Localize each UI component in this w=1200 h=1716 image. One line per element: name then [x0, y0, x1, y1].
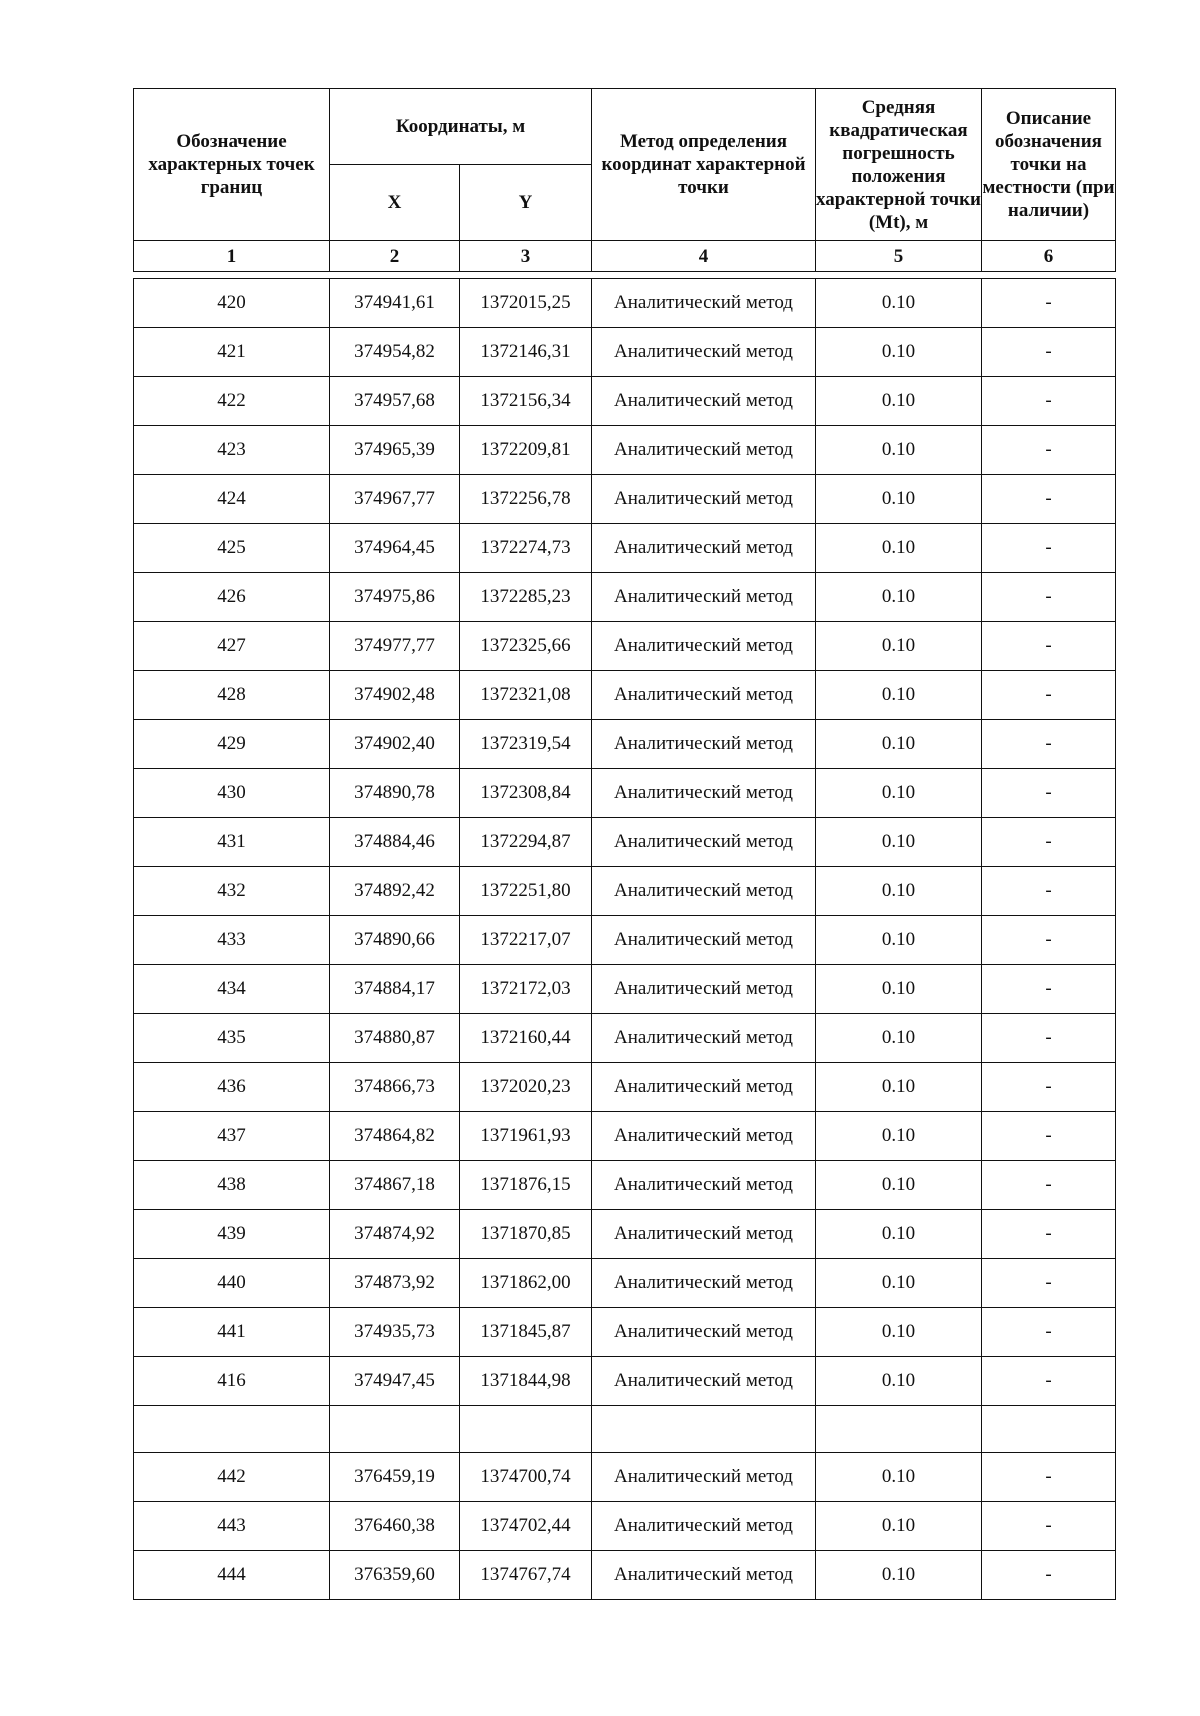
method-cell: Аналитический метод [592, 475, 816, 524]
table-row [134, 426, 1116, 475]
table-row [134, 916, 1116, 965]
point-cell: 439 [134, 1210, 330, 1259]
point-cell: 421 [134, 328, 330, 377]
point-cell: 427 [134, 622, 330, 671]
description-cell: - [982, 279, 1116, 328]
description-cell: - [982, 1551, 1116, 1600]
mt-cell: 0.10 [816, 671, 982, 720]
point-cell: 424 [134, 475, 330, 524]
x-cell [330, 1406, 460, 1453]
table-row [134, 1502, 1116, 1551]
x-cell: 374965,39 [330, 426, 460, 475]
x-cell: 374935,73 [330, 1308, 460, 1357]
point-cell: 434 [134, 965, 330, 1014]
header-coordinates: Координаты, м [330, 89, 592, 165]
table-row [134, 1161, 1116, 1210]
description-cell: - [982, 622, 1116, 671]
description-cell: - [982, 1161, 1116, 1210]
x-cell: 374880,87 [330, 1014, 460, 1063]
table-row [134, 377, 1116, 426]
point-cell: 426 [134, 573, 330, 622]
method-cell: Аналитический метод [592, 328, 816, 377]
point-cell: 430 [134, 769, 330, 818]
description-cell: - [982, 1112, 1116, 1161]
mt-cell: 0.10 [816, 1308, 982, 1357]
method-cell: Аналитический метод [592, 965, 816, 1014]
description-cell: - [982, 916, 1116, 965]
column-number: 6 [982, 241, 1116, 272]
point-cell: 428 [134, 671, 330, 720]
mt-cell: 0.10 [816, 1453, 982, 1502]
x-cell: 374874,92 [330, 1210, 460, 1259]
y-cell: 1372015,25 [460, 279, 592, 328]
x-cell: 374967,77 [330, 475, 460, 524]
mt-cell: 0.10 [816, 1161, 982, 1210]
mt-cell: 0.10 [816, 769, 982, 818]
y-cell: 1372285,23 [460, 573, 592, 622]
table-header [134, 89, 1116, 279]
description-cell: - [982, 671, 1116, 720]
method-cell: Аналитический метод [592, 818, 816, 867]
table-row [134, 818, 1116, 867]
header-y: Y [460, 165, 592, 241]
header-gap [134, 272, 1116, 279]
mt-cell: 0.10 [816, 867, 982, 916]
y-cell: 1372160,44 [460, 1014, 592, 1063]
point-cell: 442 [134, 1453, 330, 1502]
point-cell: 444 [134, 1551, 330, 1600]
y-cell: 1371961,93 [460, 1112, 592, 1161]
mt-cell: 0.10 [816, 1551, 982, 1600]
mt-cell: 0.10 [816, 720, 982, 769]
description-cell: - [982, 1453, 1116, 1502]
y-cell: 1372256,78 [460, 475, 592, 524]
table-row [134, 1308, 1116, 1357]
method-cell: Аналитический метод [592, 1112, 816, 1161]
method-cell: Аналитический метод [592, 1014, 816, 1063]
point-cell: 440 [134, 1259, 330, 1308]
table-row [134, 1406, 1116, 1453]
table-row [134, 1112, 1116, 1161]
point-cell [134, 1406, 330, 1453]
y-cell: 1374767,74 [460, 1551, 592, 1600]
header-method: Метод определения координат характерной точки [592, 89, 816, 241]
table-row [134, 1063, 1116, 1112]
y-cell [460, 1406, 592, 1453]
x-cell: 374975,86 [330, 573, 460, 622]
point-cell: 437 [134, 1112, 330, 1161]
y-cell: 1372020,23 [460, 1063, 592, 1112]
point-cell: 443 [134, 1502, 330, 1551]
x-cell: 374941,61 [330, 279, 460, 328]
x-cell: 374873,92 [330, 1259, 460, 1308]
description-cell: - [982, 328, 1116, 377]
y-cell: 1372274,73 [460, 524, 592, 573]
column-number: 2 [330, 241, 460, 272]
header-point-designation: Обозначение характерных точек границ [134, 89, 330, 241]
description-cell: - [982, 867, 1116, 916]
table-row [134, 1259, 1116, 1308]
description-cell: - [982, 1063, 1116, 1112]
description-cell: - [982, 769, 1116, 818]
x-cell: 374977,77 [330, 622, 460, 671]
y-cell: 1371876,15 [460, 1161, 592, 1210]
method-cell: Аналитический метод [592, 524, 816, 573]
x-cell: 374890,78 [330, 769, 460, 818]
method-cell: Аналитический метод [592, 720, 816, 769]
description-cell: - [982, 818, 1116, 867]
table-row [134, 1453, 1116, 1502]
y-cell: 1372251,80 [460, 867, 592, 916]
table-row [134, 1210, 1116, 1259]
mt-cell: 0.10 [816, 818, 982, 867]
header-error: Средняя квадратическая погрешность положения характерной точки (Mt), м [816, 89, 982, 241]
point-cell: 423 [134, 426, 330, 475]
mt-cell: 0.10 [816, 1357, 982, 1406]
point-cell: 441 [134, 1308, 330, 1357]
description-cell: - [982, 720, 1116, 769]
mt-cell: 0.10 [816, 475, 982, 524]
method-cell: Аналитический метод [592, 1259, 816, 1308]
method-cell: Аналитический метод [592, 1453, 816, 1502]
table-row [134, 328, 1116, 377]
y-cell: 1372319,54 [460, 720, 592, 769]
header-description: Описание обозначения точки на местности (при наличии) [982, 89, 1116, 241]
column-numbers-row [134, 241, 1116, 272]
point-cell: 436 [134, 1063, 330, 1112]
table-row [134, 671, 1116, 720]
y-cell: 1372172,03 [460, 965, 592, 1014]
table-row [134, 1014, 1116, 1063]
point-cell: 420 [134, 279, 330, 328]
mt-cell [816, 1406, 982, 1453]
x-cell: 374867,18 [330, 1161, 460, 1210]
method-cell: Аналитический метод [592, 1551, 816, 1600]
y-cell: 1372308,84 [460, 769, 592, 818]
mt-cell: 0.10 [816, 1502, 982, 1551]
x-cell: 374964,45 [330, 524, 460, 573]
description-cell: - [982, 1014, 1116, 1063]
mt-cell: 0.10 [816, 1112, 982, 1161]
y-cell: 1372217,07 [460, 916, 592, 965]
method-cell: Аналитический метод [592, 671, 816, 720]
method-cell: Аналитический метод [592, 1063, 816, 1112]
table-row [134, 1357, 1116, 1406]
point-cell: 433 [134, 916, 330, 965]
method-cell: Аналитический метод [592, 867, 816, 916]
x-cell: 374864,82 [330, 1112, 460, 1161]
point-cell: 416 [134, 1357, 330, 1406]
description-cell: - [982, 1259, 1116, 1308]
description-cell: - [982, 377, 1116, 426]
method-cell: Аналитический метод [592, 1210, 816, 1259]
description-cell: - [982, 965, 1116, 1014]
description-cell: - [982, 1502, 1116, 1551]
x-cell: 376459,19 [330, 1453, 460, 1502]
method-cell: Аналитический метод [592, 377, 816, 426]
point-cell: 432 [134, 867, 330, 916]
table-row [134, 279, 1116, 328]
mt-cell: 0.10 [816, 1259, 982, 1308]
method-cell: Аналитический метод [592, 1502, 816, 1551]
description-cell [982, 1406, 1116, 1453]
table-row [134, 720, 1116, 769]
method-cell: Аналитический метод [592, 1308, 816, 1357]
y-cell: 1372209,81 [460, 426, 592, 475]
x-cell: 374884,17 [330, 965, 460, 1014]
x-cell: 376359,60 [330, 1551, 460, 1600]
table-row [134, 965, 1116, 1014]
x-cell: 374902,48 [330, 671, 460, 720]
point-cell: 429 [134, 720, 330, 769]
column-number: 3 [460, 241, 592, 272]
table-row [134, 573, 1116, 622]
description-cell: - [982, 524, 1116, 573]
mt-cell: 0.10 [816, 965, 982, 1014]
x-cell: 374892,42 [330, 867, 460, 916]
table-row [134, 622, 1116, 671]
method-cell: Аналитический метод [592, 916, 816, 965]
point-cell: 438 [134, 1161, 330, 1210]
description-cell: - [982, 475, 1116, 524]
method-cell [592, 1406, 816, 1453]
method-cell: Аналитический метод [592, 1161, 816, 1210]
point-cell: 435 [134, 1014, 330, 1063]
description-cell: - [982, 1308, 1116, 1357]
y-cell: 1372325,66 [460, 622, 592, 671]
mt-cell: 0.10 [816, 279, 982, 328]
point-cell: 422 [134, 377, 330, 426]
method-cell: Аналитический метод [592, 622, 816, 671]
mt-cell: 0.10 [816, 1014, 982, 1063]
header-x: X [330, 165, 460, 241]
mt-cell: 0.10 [816, 1210, 982, 1259]
y-cell: 1371844,98 [460, 1357, 592, 1406]
method-cell: Аналитический метод [592, 426, 816, 475]
description-cell: - [982, 573, 1116, 622]
mt-cell: 0.10 [816, 328, 982, 377]
point-cell: 425 [134, 524, 330, 573]
mt-cell: 0.10 [816, 622, 982, 671]
column-number: 1 [134, 241, 330, 272]
description-cell: - [982, 426, 1116, 475]
description-cell: - [982, 1210, 1116, 1259]
table-body [134, 279, 1116, 1600]
x-cell: 374890,66 [330, 916, 460, 965]
method-cell: Аналитический метод [592, 279, 816, 328]
description-cell: - [982, 1357, 1116, 1406]
x-cell: 374884,46 [330, 818, 460, 867]
y-cell: 1372146,31 [460, 328, 592, 377]
x-cell: 374866,73 [330, 1063, 460, 1112]
x-cell: 374957,68 [330, 377, 460, 426]
y-cell: 1371845,87 [460, 1308, 592, 1357]
table-row [134, 475, 1116, 524]
table-row [134, 769, 1116, 818]
mt-cell: 0.10 [816, 426, 982, 475]
y-cell: 1371862,00 [460, 1259, 592, 1308]
method-cell: Аналитический метод [592, 769, 816, 818]
column-number: 5 [816, 241, 982, 272]
mt-cell: 0.10 [816, 1063, 982, 1112]
table-row [134, 867, 1116, 916]
method-cell: Аналитический метод [592, 1357, 816, 1406]
table-row [134, 1551, 1116, 1600]
mt-cell: 0.10 [816, 573, 982, 622]
y-cell: 1372294,87 [460, 818, 592, 867]
y-cell: 1372156,34 [460, 377, 592, 426]
y-cell: 1374700,74 [460, 1453, 592, 1502]
x-cell: 376460,38 [330, 1502, 460, 1551]
coordinates-table [133, 88, 1116, 1600]
mt-cell: 0.10 [816, 377, 982, 426]
y-cell: 1371870,85 [460, 1210, 592, 1259]
x-cell: 374947,45 [330, 1357, 460, 1406]
method-cell: Аналитический метод [592, 573, 816, 622]
point-cell: 431 [134, 818, 330, 867]
y-cell: 1372321,08 [460, 671, 592, 720]
mt-cell: 0.10 [816, 524, 982, 573]
column-number: 4 [592, 241, 816, 272]
mt-cell: 0.10 [816, 916, 982, 965]
x-cell: 374954,82 [330, 328, 460, 377]
y-cell: 1374702,44 [460, 1502, 592, 1551]
table-row [134, 524, 1116, 573]
x-cell: 374902,40 [330, 720, 460, 769]
